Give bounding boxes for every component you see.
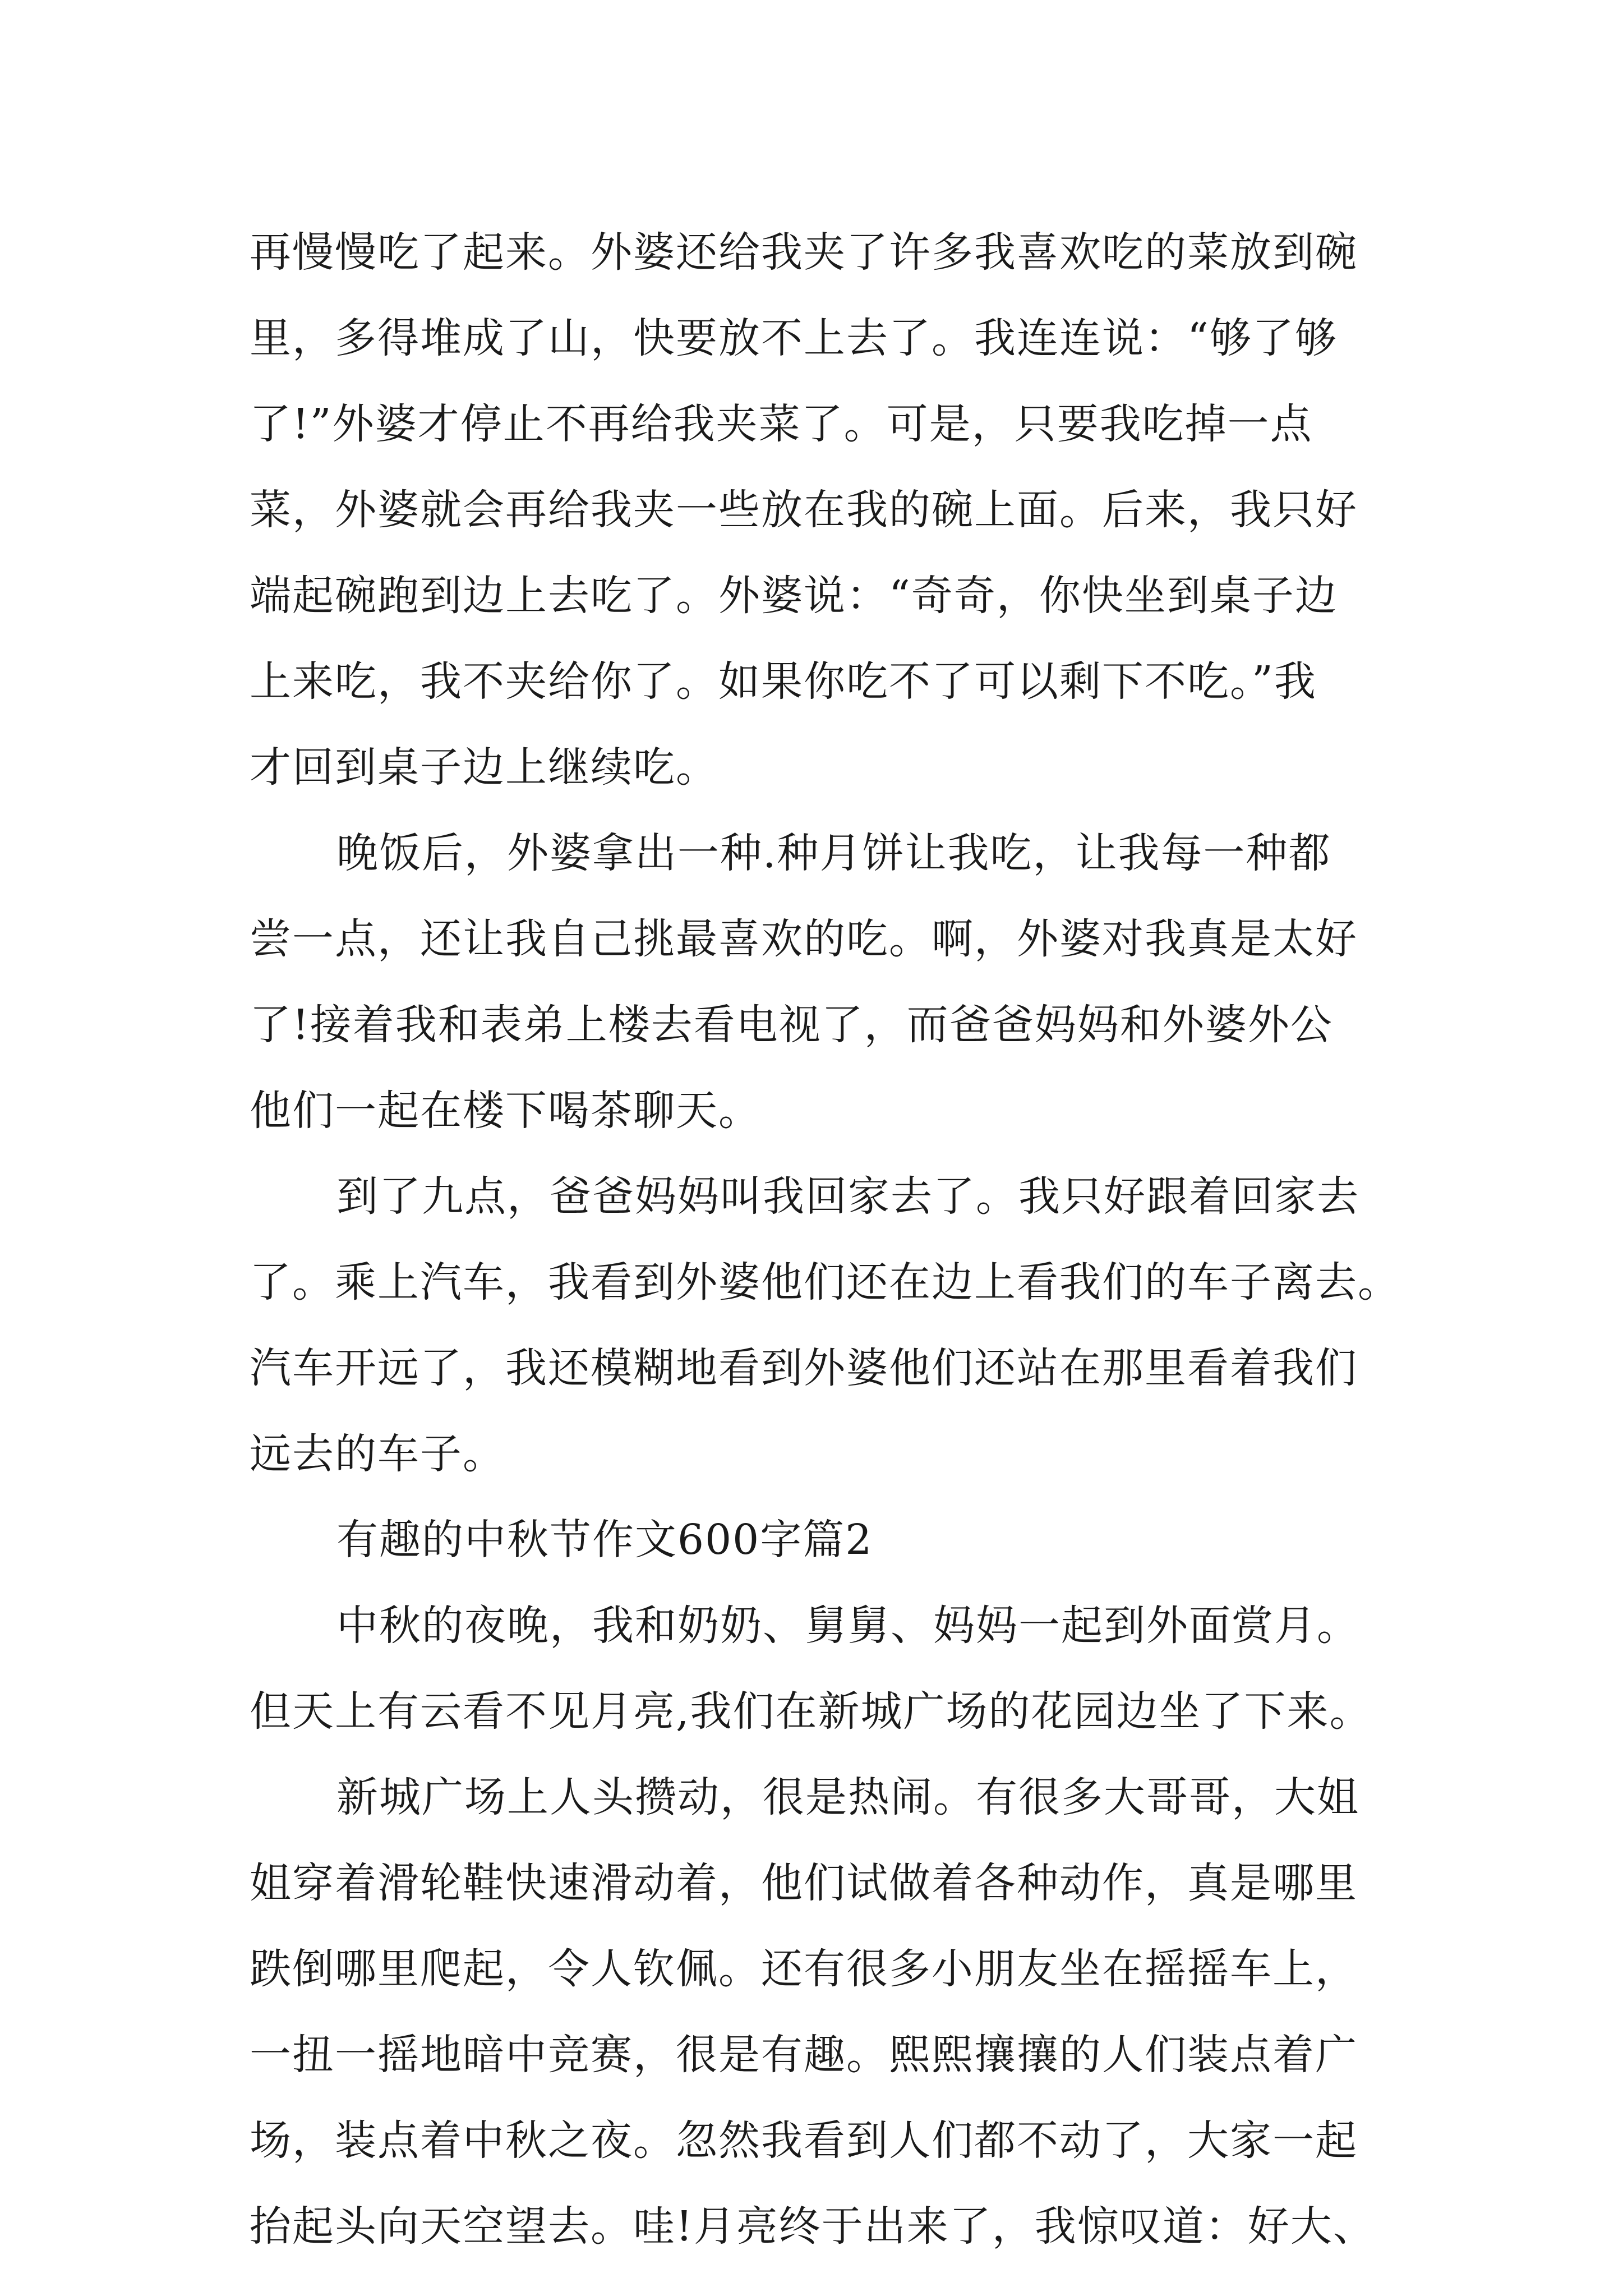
- paragraph-line: 才回到桌子边上继续吃。: [250, 743, 718, 792]
- paragraph-line: 但天上有云看不见月亮,我们在新城广场的花园边坐了下来。: [250, 1687, 1372, 1736]
- paragraph-line: 再慢慢吃了起来。外婆还给我夹了许多我喜欢吃的菜放到碗: [250, 228, 1358, 277]
- paragraph-line: 姐穿着滑轮鞋快速滑动着，他们试做着各种动作，真是哪里: [250, 1859, 1358, 1907]
- paragraph-line: 一扭一摇地暗中竞赛，很是有趣。熙熙攘攘的人们装点着广: [250, 2031, 1358, 2079]
- section-heading: 有趣的中秋节作文600字篇2: [336, 1516, 873, 1564]
- paragraph-line: 场，装点着中秋之夜。忽然我看到人们都不动了，大家一起: [250, 2116, 1358, 2165]
- paragraph-line: 汽车开远了，我还模糊地看到外婆他们还站在那里看着我们: [250, 1344, 1358, 1392]
- paragraph-line: 跌倒哪里爬起，令人钦佩。还有很多小朋友坐在摇摇车上，: [250, 1945, 1358, 1993]
- paragraph-line: 端起碗跑到边上去吃了。外婆说：“奇奇，你快坐到桌子边: [250, 572, 1338, 620]
- paragraph-line: 了。乘上汽车，我看到外婆他们还在边上看我们的车子离去。: [250, 1258, 1400, 1306]
- paragraph-line: 中秋的夜晚，我和奶奶、舅舅、妈妈一起到外面赏月。: [336, 1602, 1359, 1650]
- paragraph-line: 里，多得堆成了山，快要放不上去了。我连连说：“够了够: [250, 314, 1338, 362]
- paragraph-line: 了!”外婆才停止不再给我夹菜了。可是，只要我吃掉一点: [250, 400, 1313, 448]
- paragraph-line: 晚饭后，外婆拿出一种.种月饼让我吃，让我每一种都: [336, 829, 1331, 877]
- paragraph-line: 抬起头向天空望去。哇!月亮终于出来了，我惊叹道：好大、: [250, 2202, 1376, 2251]
- paragraph-line: 到了九点，爸爸妈妈叫我回家去了。我只好跟着回家去: [336, 1172, 1359, 1221]
- paragraph-line: 上来吃，我不夹给你了。如果你吃不了可以剩下不吃。”我: [250, 657, 1317, 706]
- paragraph-line: 新城广场上人头攒动，很是热闹。有很多大哥哥，大姐: [336, 1773, 1359, 1821]
- paragraph-line: 尝一点，还让我自己挑最喜欢的吃。啊，外婆对我真是太好: [250, 915, 1358, 963]
- paragraph-line: 远去的车子。: [250, 1430, 505, 1478]
- paragraph-line: 他们一起在楼下喝茶聊天。: [250, 1087, 761, 1135]
- paragraph-line: 了!接着我和表弟上楼去看电视了，而爸爸妈妈和外婆外公: [250, 1001, 1333, 1049]
- paragraph-line: 菜，外婆就会再给我夹一些放在我的碗上面。后来，我只好: [250, 486, 1358, 534]
